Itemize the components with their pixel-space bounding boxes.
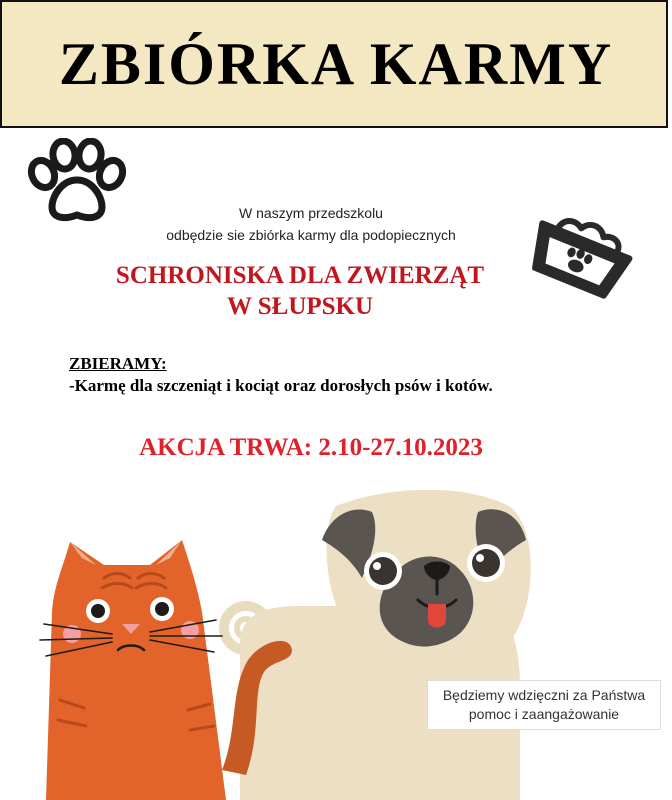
action-dates: AKCJA TRWA: 2.10-27.10.2023 [139, 434, 483, 461]
thanks-line-1: Będziemy wdzięczni za Państwa [442, 687, 646, 703]
intro-line-1: W naszym przedszkolu [239, 205, 383, 221]
page-title: ZBIÓRKA KARMY [58, 31, 614, 97]
thanks-note [427, 680, 661, 730]
collect-heading: ZBIERAMY: [69, 354, 167, 373]
collect-item: -Karmę dla szczeniąt i kociąt oraz dorosłych psów i kotów. [69, 376, 493, 395]
pets-illustration [0, 490, 672, 800]
shelter-name-line-1: SCHRONISKA DLA ZWIERZĄT [115, 262, 485, 289]
thanks-line-2: pomoc i zaangażowanie [468, 706, 620, 722]
intro-line-2: odbędzie sie zbiórka karmy dla podopiecznych [166, 227, 456, 243]
cat-illustration [40, 525, 226, 800]
shelter-name-line-2: W SŁUPSKU [226, 293, 374, 320]
header-banner [0, 0, 668, 128]
